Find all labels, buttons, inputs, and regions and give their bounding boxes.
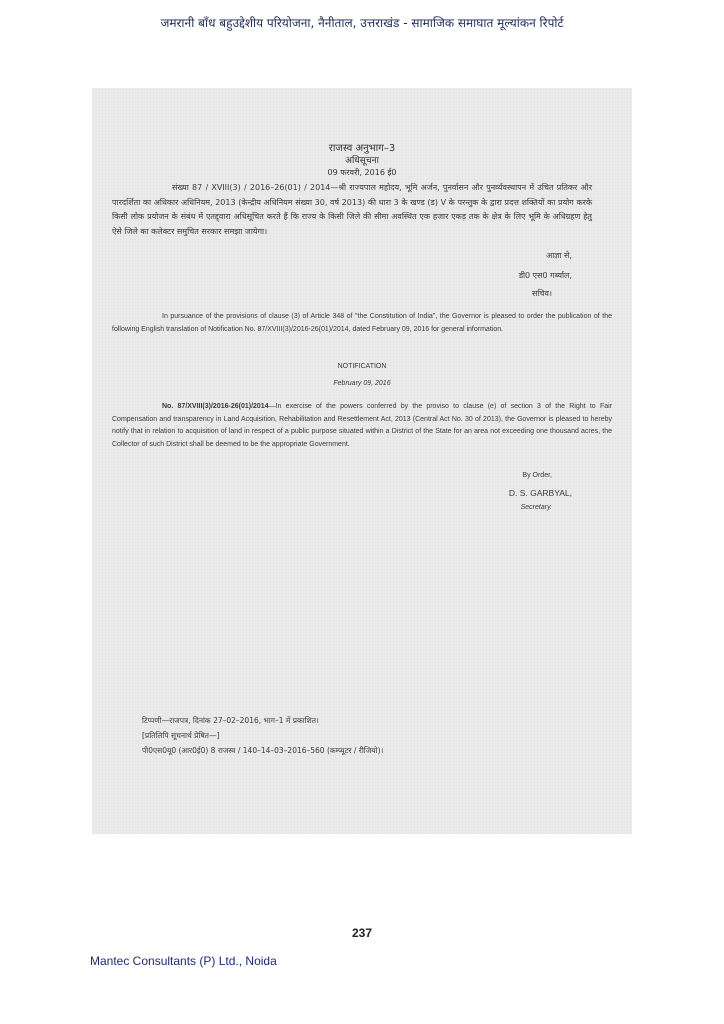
english-notification-heading: NOTIFICATION: [337, 363, 387, 370]
english-sign-order: By Order,: [522, 472, 552, 479]
printing-reference: पी0एस0यू0 (आर0ई0) 8 राजस्व / 140–14–03–2016–560 (कम्प्यूटर / रीजियो)।: [142, 746, 384, 755]
english-notification-date: February 09, 2016: [333, 380, 391, 387]
english-sign-name: D. S. GARBYAL,: [508, 488, 572, 498]
hindi-sign-name: डी0 एस0 गर्ब्याल,: [518, 271, 572, 280]
hindi-department-title: राजस्व अनुभाग–3: [328, 143, 396, 154]
english-notification-body: [112, 401, 612, 451]
scanned-notification: [92, 88, 632, 834]
hindi-sign-order: आज्ञा से,: [546, 251, 572, 260]
page-header: जमरानी बाँध बहुउद्देशीय परियोजना, नैनीताल, उत्तराखंड - सामाजिक समाघात मूल्यांकन रिपोर्ट: [160, 16, 564, 30]
hindi-notification-date: 09 फरवरी, 2016 ई0: [327, 168, 397, 177]
copy-forwarded-note: [प्रतिलिपि सूचनार्थ प्रेषित—]: [142, 731, 220, 740]
english-intro-paragraph: In pursuance of the provisions of clause (3) of Article 348 of "the Constitution of India", the Governor is pleased to order the publication of the following English translation of Notification No. 87/XVIII(3)/2016-26(01)/2014, dated February 09, 2016 for general information.: [112, 313, 612, 333]
hindi-notification-body: संख्या 87 / XVIII(3) / 2016–26(01) / 2014—श्री राज्यपाल महोदय, भूमि अर्जन, पुनर्वासन और पुनर्व्यवस्थापन में उचित प्रतिकर और पारदर्शिता का अधिकार अधिनियम, 2013 (केन्द्रीय अधिनियम संख्या 30, वर्ष 2013) की धारा 3 के खण्ड (ड) V के परन्तुक के द्वारा प्रदत्त शक्तियों का प्रयोग करके किसी लोक प्रयोजन के संबंध में एतद्द्वारा अधिसूचित करते हैं कि राज्य के किसी जिले की सीमा अवस्थित एक हजार एकड़ तक के क्षेत्र के लिए भूमि के अधिग्रहण हेतु ऐसे जिले का कलेक्टर समुचित सरकार समझा जायेगा।: [112, 183, 592, 236]
hindi-sign-title: सचिव।: [531, 289, 552, 298]
page-number: 237: [351, 926, 373, 940]
gazette-footnote: टिप्पणी—राजपत्र, दिनांक 27–02–2016, भाग–1 में प्रकाशित।: [142, 716, 319, 725]
notification-text: —In exercise of the powers conferred by the proviso to clause (e) of section 3 of the Right to Fair Compensation and transparency in Land Acquisition, Rehabilitation and Resettlement Act, 2013 (Central Act No. 30 of 2013), the Governor is pleased to hereby notify that in relation to acquisition of land in respect of a public purpose situated within a District of the State for an area not exceeding one thousand acres, the Collector of such District shall be deemed to be the appropriate Government.: [112, 403, 613, 448]
page-footer: Mantec Consultants (P) Ltd., Noida: [90, 954, 277, 968]
notification-reference: No. 87/XVIII(3)/2016-26(01)/2014: [162, 403, 269, 410]
english-sign-title: Secretary.: [520, 504, 552, 511]
hindi-notification-heading: अधिसूचना: [345, 156, 379, 166]
